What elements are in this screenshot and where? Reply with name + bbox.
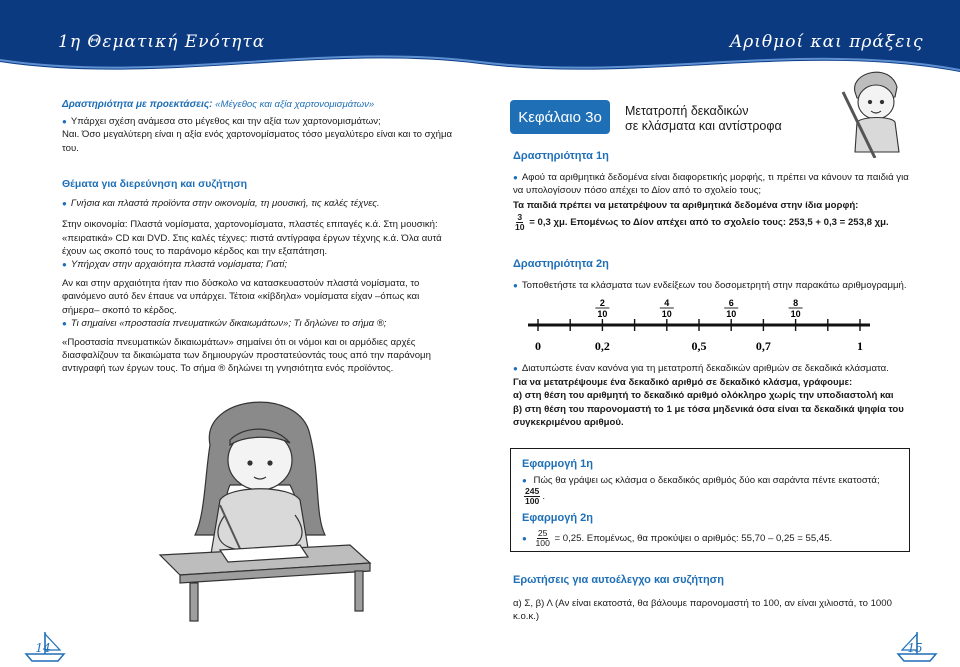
- application-1-question: ● Πώς θα γράψει ως κλάσμα ο δεκαδικός αριθμός δύο και σαράντα πέντε εκατοστά; $\frac{245}{100}$ .: [522, 474, 902, 506]
- activity-2-question-text: Τοποθετήστε τα κλάσματα των ενδείξεων του δοσομετρητή στην παρακάτω αριθμογραμμή.: [521, 280, 907, 292]
- rule-step-a: α) στη θέση του αριθμητή το δεκαδικό αριθμό ολόκληρο χωρίς την υποδιαστολή και: [513, 390, 894, 402]
- fraction-denominator: 10: [515, 221, 525, 232]
- activity-1-calc-text: = 0,3 χμ. Επομένως το Δίον απέχει από το σχολείο τους: 253,5 + 0,3 = 253,8 χμ.: [529, 216, 889, 228]
- discussion-item-2-text: Υπήρχαν στην αρχαιότητα πλαστά νομίσματα; Γιατί;: [70, 259, 288, 271]
- activity-heading-label: Δραστηριότητα με προεκτάσεις:: [62, 99, 213, 110]
- page-header: [0, 0, 960, 86]
- fraction-numerator: 8: [793, 298, 799, 308]
- fraction-numerator: 3: [517, 211, 523, 222]
- fraction-denominator: 100: [535, 537, 550, 548]
- discussion-item-2: [62, 258, 454, 271]
- rule-statement: Για να μετατρέψουμε ένα δεκαδικό αριθμό σε δεκαδικό κλάσμα, γράφουμε:: [513, 377, 853, 389]
- activity-2-heading: Δραστηριότητα 2η: [513, 258, 609, 270]
- fraction-numerator: ● 25: [537, 527, 548, 538]
- activity-1: [513, 150, 913, 232]
- number-line-label: 0: [535, 339, 541, 353]
- discussion-item-3-text: Τι σημαίνει «προστασία πνευματικών δικαιωμάτων»; Τι δηλώνει το σήμα ®;: [70, 317, 387, 329]
- question-1-text: Υπάρχει σχέση ανάμεσα στο μέγεθος και την αξία των χαρτονομισμάτων;: [70, 116, 381, 128]
- girl-writing-illustration: [150, 385, 380, 625]
- rule-intro: [513, 362, 913, 375]
- application-2-heading: Εφαρμογή 2η: [522, 512, 593, 525]
- discussion-item-1-text: Γνήσια και πλαστά προϊόντα στην οικονομία, τη μουσική, τις καλές τέχνες.: [70, 198, 380, 210]
- fraction-numerator: 6: [728, 298, 734, 308]
- number-line-fraction: [789, 298, 803, 319]
- number-line: [520, 295, 880, 359]
- application-2-text: = 0,25. Επομένως, θα προκύψει ο αριθμός: 55,70 – 0,25 = 55,45.: [554, 532, 833, 544]
- activity-2-question: [513, 279, 913, 292]
- left-page-top: [62, 98, 454, 155]
- fraction-25-100: [536, 529, 550, 548]
- application-2-answer: [522, 529, 902, 548]
- page-number-right: 15: [907, 641, 923, 655]
- activity-heading-topic: «Μέγεθος και αξία χαρτονομισμάτων»: [215, 99, 375, 110]
- discussion-heading: Θέματα για διερεύνηση και συζήτηση: [62, 178, 248, 190]
- chapter-title-line-2: σε κλάσματα και αντίστροφα: [625, 119, 782, 133]
- number-line-label: 0,7: [755, 339, 771, 353]
- self-check-answer: α) Σ, β) Λ (Αν είναι εκατοστά, θα βάλουμε παρονομαστή το 100, αν είναι χιλιοστά, το 1000 κ.ο.κ.): [513, 598, 892, 623]
- number-line-label: 0,2: [594, 339, 610, 353]
- discussion-item-1-answer: Στην οικονομία: Πλαστά νομίσματα, χαρτονομίσματα, πλαστές επιταγές κ.ά. Στη μουσική: «πειρατικά» CD και DVD. Στις καλές τέχνες: πιστά αντίγραφα έργων τέχνης κ.ά. Όλα αυτά έχουν ως σκοπό τους το παράνομο κέρδος και την εξαπάτηση.: [62, 219, 442, 257]
- discussion-item-1: [62, 197, 454, 210]
- fraction-denominator: 100: [525, 496, 540, 507]
- subject-title: Αριθμοί και πράξεις: [730, 32, 924, 52]
- number-line-fraction: [724, 298, 738, 319]
- chapter-title-line-1: Μετατροπή δεκαδικών: [625, 104, 749, 118]
- fraction-numerator: 245: [525, 486, 540, 497]
- fraction-denominator: 10: [726, 309, 737, 319]
- self-check-heading: Ερωτήσεις για αυτοέλεγχο και συζήτηση: [513, 574, 724, 586]
- boy-with-pencil-illustration: [835, 62, 915, 158]
- self-check: [513, 574, 913, 624]
- number-line-fraction: [595, 298, 609, 319]
- activity-1-question-text: Αφού τα αριθμητικά δεδομένα είναι διαφορετικής μορφής, τι πρέπει να κάνουν τα παιδιά για να υπολογίσουν πόσο απέχει το Δίον από το σχολείο τους;: [513, 172, 909, 197]
- page-number-left: 14: [35, 641, 51, 655]
- fraction-245-100: [524, 487, 540, 506]
- application-1-heading: Εφαρμογή 1η: [522, 458, 593, 470]
- activity-2-rule: [513, 362, 913, 429]
- question-1-answer: Ναι. Όσο μεγαλύτερη είναι η αξία ενός χαρτονομίσματος τόσο μεγαλύτερο είναι και το σχήμα του.: [62, 129, 453, 154]
- chapter-label: Κεφάλαιο 3ο: [510, 100, 610, 134]
- rule-step-b: β) στη θέση του παρονομαστή το 1 με τόσα μηδενικά όσα είναι τα δεκαδικά ψηφία του συγκεκριμένου αριθμού.: [513, 403, 904, 428]
- activity-1-heading: Δραστηριότητα 1η: [513, 150, 609, 162]
- chapter-title: [625, 104, 865, 134]
- rule-intro-text: Διατυπώστε έναν κανόνα για τη μετατροπή δεκαδικών αριθμών σε δεκαδικά κλάσματα.: [521, 363, 889, 374]
- number-line-fraction: [660, 298, 674, 319]
- application-1-text: Πώς θα γράψει ως κλάσμα ο δεκαδικός αριθμός δύο και σαράντα πέντε εκατοστά;: [533, 475, 880, 487]
- fraction-denominator: 10: [790, 309, 801, 319]
- fraction-numerator: 4: [664, 298, 670, 308]
- fraction-numerator: 2: [599, 298, 605, 308]
- discussion-item-3-answer: «Προστασία πνευματικών δικαιωμάτων» σημαίνει ότι οι νόμοι και οι αρμόδιες αρχές διασφαλίζουν τα δικαιώματα των δημιουργών προστατεύοντάς τους από την παράνομη αντιγραφή των έργων τους. Το σήμα ® δηλώνει τη γνησιότητα ενός προϊόντος.: [62, 337, 431, 375]
- discussion-item-2-answer: Αν και στην αρχαιότητα ήταν πιο δύσκολο να κατασκευαστούν πλαστά νομίσματα, το φαινόμενο αυτό δεν έπαυε να υπάρχει. Τέτοια «κίβδηλα» νομίσματα είχαν –όπως και σήμερα– σκοπό το κέρδος.: [62, 278, 420, 316]
- activity-2: [513, 258, 913, 292]
- discussion-item-3: [62, 317, 454, 330]
- activity-heading: [62, 98, 454, 111]
- fraction-denominator: 10: [597, 309, 608, 319]
- number-line-label: 1: [857, 339, 863, 353]
- fraction-denominator: 10: [661, 309, 672, 319]
- number-line-label: 0,5: [691, 339, 707, 353]
- activity-1-answer: Τα παιδιά πρέπει να μετατρέψουν τα αριθμητικά δεδομένα στην ίδια μορφή:: [513, 199, 859, 211]
- activity-1-calculation: [513, 213, 913, 232]
- question-1: [62, 115, 454, 128]
- applications: [522, 458, 902, 548]
- fraction-3-10: [515, 213, 525, 232]
- left-page-discussion: [62, 178, 454, 376]
- section-title: 1η Θεματική Ενότητα: [58, 32, 266, 52]
- activity-1-question: [513, 171, 913, 197]
